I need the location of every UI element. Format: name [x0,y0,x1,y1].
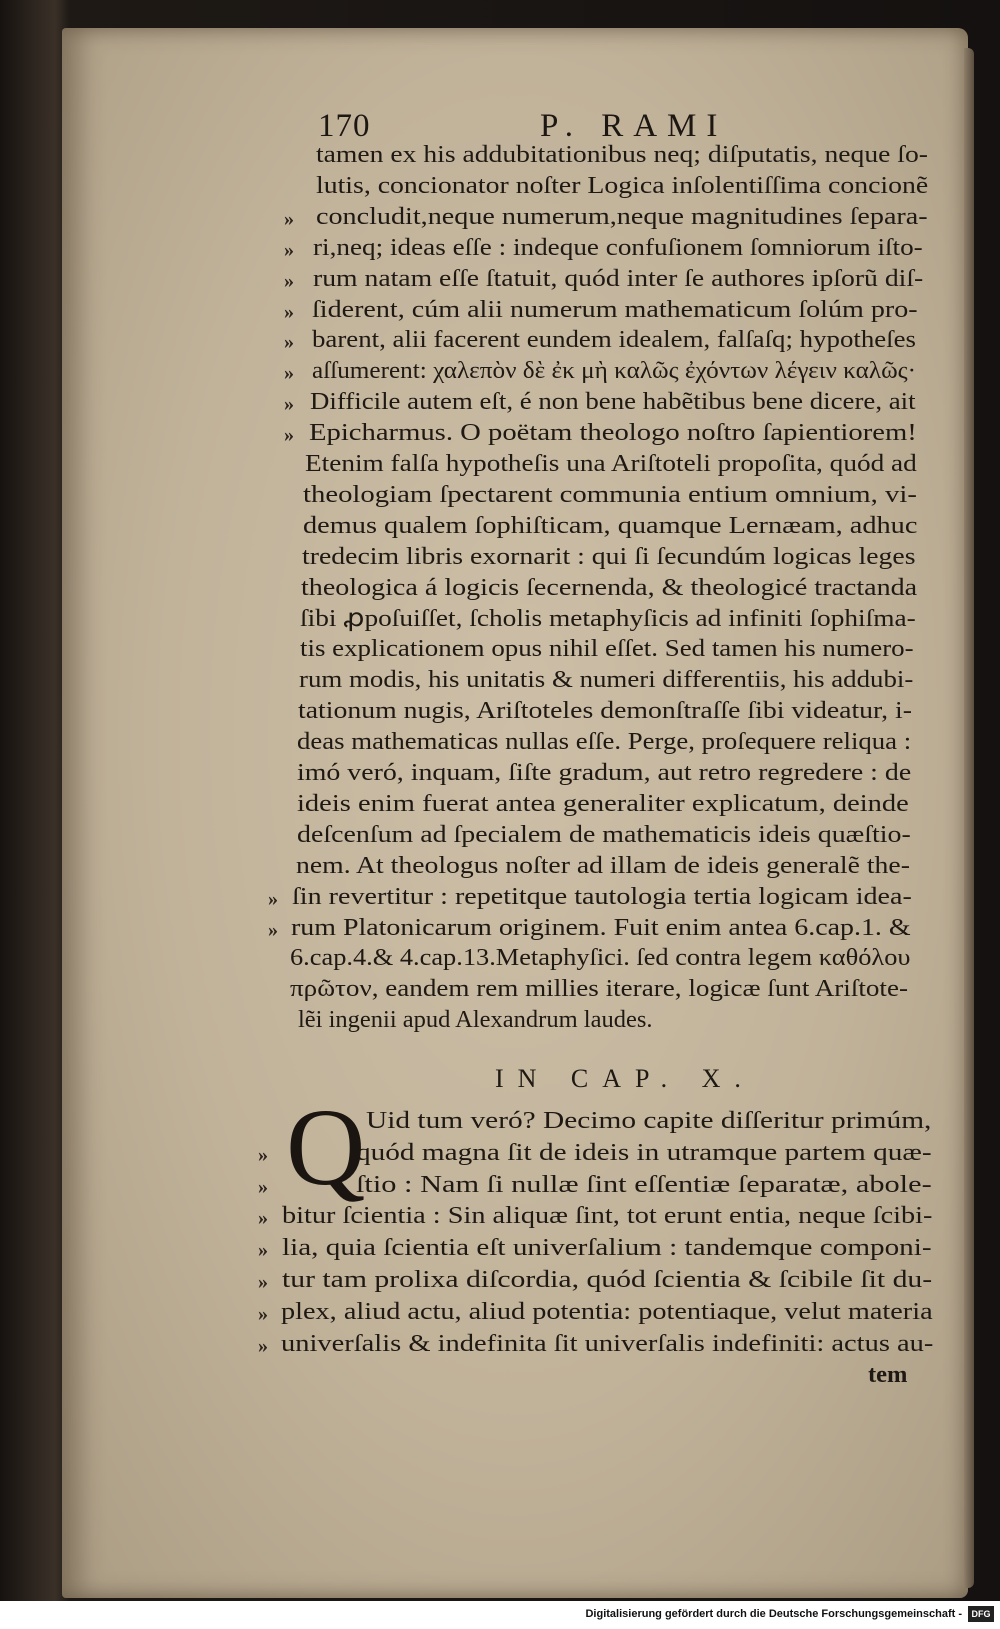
text-line: aſſumerent: χαλεπὸν δὲ ἐκ μὴ καλῶς ἐχόντων λέγειν καλῶς· [312,357,917,385]
footer-credit: Digitalisierung gefördert durch die Deutsche Forschungsgemeinschaft - [585,1608,962,1620]
margin-quote-mark: » [258,1175,268,1198]
text-line: plex, aliud actu, aliud potentia: potentiaque, velut materia [281,1297,933,1325]
margin-quote-mark: » [284,424,294,447]
margin-quote-mark: » [284,300,294,323]
text-line: lutis, concionator noſter Logica inſolentiſſima concionẽ [316,171,929,199]
margin-quote-mark: » [268,918,278,941]
margin-quote-mark: » [258,1271,268,1293]
text-line: demus qualem ſophiſticam, quamque Lernæam, adhuc [303,511,918,539]
text-line: rum modis, his unitatis & numeri differentiis, his addubi- [299,666,914,694]
running-head: P. RAMI [540,108,728,144]
section-heading: IN CAP. X. [495,1064,755,1093]
text-line: rum natam eſſe ſtatuit, quód inter ſe authores ipſorũ diſ- [313,264,924,292]
catchword: tem [868,1361,908,1388]
text-line: ideis enim fuerat antea generaliter explicatum, deinde [297,789,909,817]
page-number: 170 [318,108,371,144]
text-line: quód magna ſit de ideis in utramque partem quæ- [356,1138,932,1166]
margin-quote-mark: » [284,269,294,292]
text-line: univerſalis & indefinita ſit univerſalis indefiniti: actus au- [281,1329,934,1357]
text-line: barent, alii facerent eundem idealem, falſaſq; hypotheſes [312,326,917,354]
text-line: Difficile autem eſt, é non bene habẽtibus bene dicere, ait [310,388,916,416]
text-line: lẽi ingenii apud Alexandrum laudes. [298,1006,653,1034]
text-line: nem. At theologus noſter ad illam de ideis generalẽ the- [296,851,910,879]
text-line: ſtio : Nam ſi nullæ ſint eſſentiæ ſeparatæ, abole- [356,1170,932,1198]
margin-quote-mark: » [258,1207,268,1230]
text-line: theologica á logicis ſecernenda, & theologicé tractanda [301,573,918,601]
margin-quote-mark: » [284,207,294,230]
text-line: Etenim falſa hypotheſis una Ariſtoteli propoſita, quód ad [305,450,917,477]
text-line: deſcenſum ad ſpecialem de mathematicis ideis quæſtio- [297,820,911,848]
text-line: rum Platonicarum originem. Fuit enim antea 6.cap.1. & [291,913,911,941]
text-line: concludit,neque numerum,neque magnitudines ſepara- [316,202,928,230]
margin-quote-mark: » [258,1239,268,1262]
text-line: tamen ex his addubitationibus neq; diſputatis, neque ſo- [316,141,928,168]
text-line: tredecim libris exornarit : qui ſi ſecundúm logicas leges [302,542,916,570]
text-line: imó veró, inquam, ſiſte gradum, aut retro regredere : de [297,759,912,786]
drop-cap: Q [286,1086,366,1208]
text-line: tationum nugis, Ariſtoteles demonſtraſſe ſibi videatur, i- [298,697,913,725]
text-line: ſin revertitur : repetitque tautologia tertia logicam idea- [292,882,912,910]
margin-quote-mark: » [284,393,294,416]
dfg-logo: DFG [968,1606,994,1622]
text-line: πρῶτον, eandem rem millies iterare, logicæ ſunt Ariſtote- [290,975,908,1003]
margin-quote-mark: » [268,887,278,910]
text-line: Epicharmus. O poëtam theologo noſtro ſapientiorem! [309,419,917,447]
margin-quote-mark: » [258,1302,268,1325]
text-line: ſibi ꝓpoſuiſſet, ſcholis metaphyſicis ad infiniti ſophiſma- [300,604,916,632]
text-line: bitur ſcientia : Sin aliquæ ſint, tot erunt entia, neque ſcibi- [282,1202,933,1230]
margin-quote-mark: » [258,1143,268,1166]
text-line: tur tam prolixa diſcordia, quód ſcientia & ſcibile ſit du- [282,1266,933,1293]
footer-bar [0,1601,1000,1629]
text-line: Uid tum veró? Decimo capite diſſeritur primúm, [366,1107,932,1134]
text-line: 6.cap.4.& 4.cap.13.Metaphyſici. ſed contra legem καθόλου [290,944,911,972]
margin-quote-mark: » [284,238,294,261]
text-line: deas mathematicas nullas eſſe. Perge, proſequere reliqua : [297,728,912,756]
margin-quote-mark: » [284,331,294,354]
text-line: ſiderent, cúm alii numerum mathematicum ſolúm pro- [312,295,918,323]
text-line: ri,neq; ideas eſſe : indeque confuſionem ſomniorum iſto- [313,233,923,261]
margin-quote-mark: » [284,362,294,385]
margin-quote-mark: » [258,1334,268,1357]
text-line: theologiam ſpectarent communia entium omnium, vi- [303,480,917,508]
text-line: tis explicationem opus nihil eſſet. Sed tamen his numero- [300,635,914,663]
text-line: lia, quia ſcientia eſt univerſalium : tandemque componi- [282,1234,932,1262]
